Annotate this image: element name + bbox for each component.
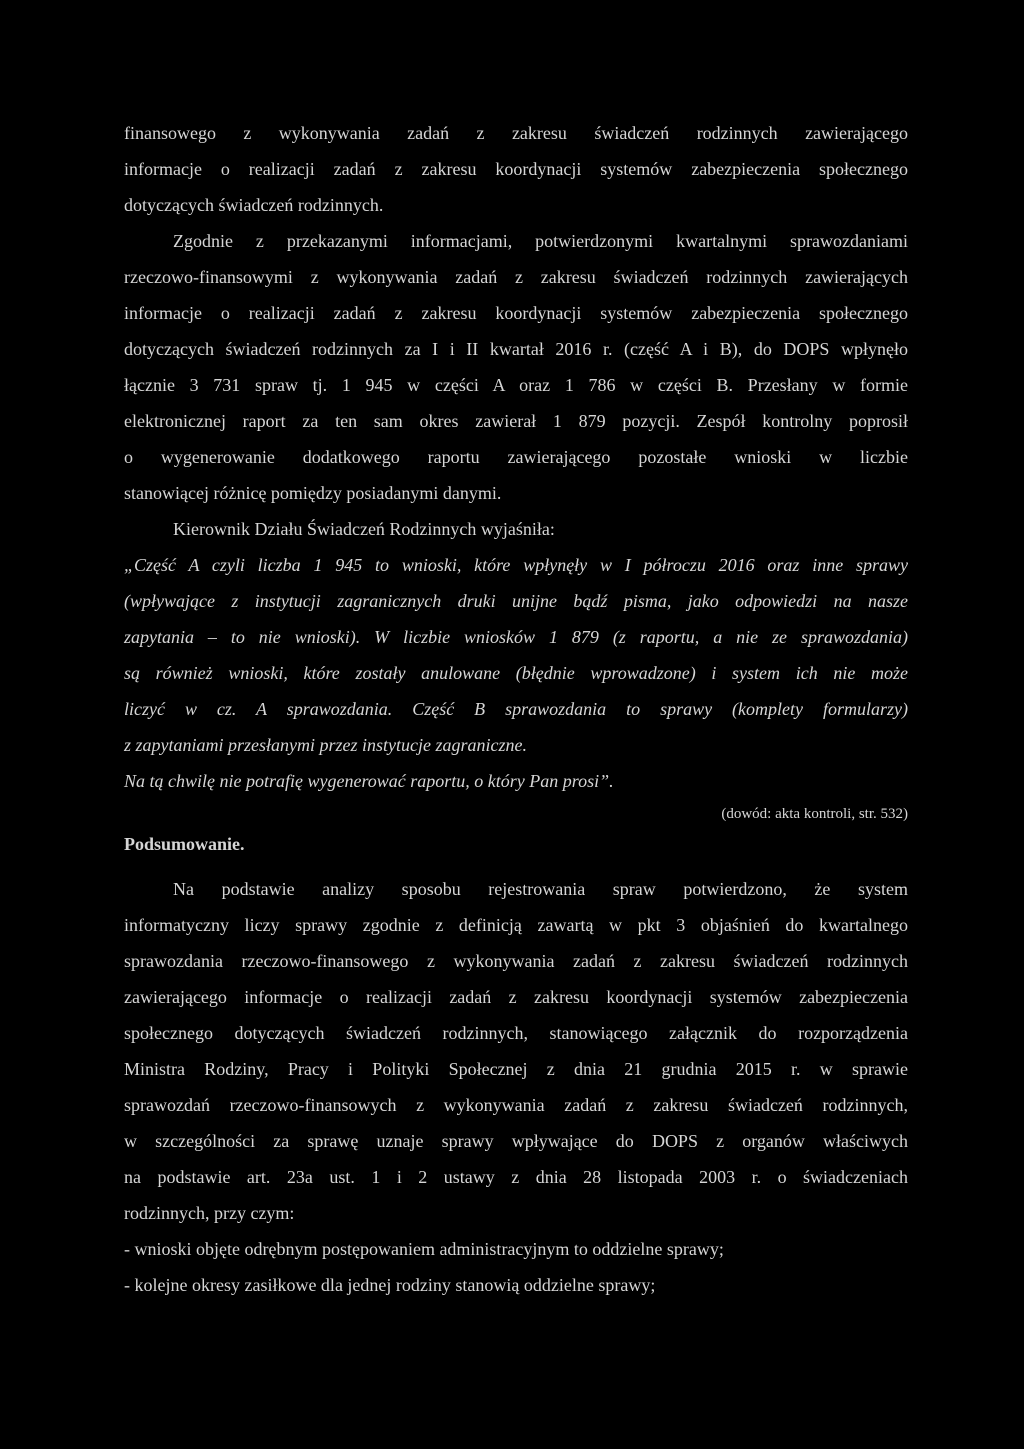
text-line: rzeczowo-finansowymi z wykonywania zadań z zakresu świadczeń rodzinnych zawierających <box>124 267 908 287</box>
quote-line: z zapytaniami przesłanymi przez instytucje zagraniczne. <box>124 735 527 755</box>
quote-line: (wpływające z instytucji zagranicznych druki unijne bądź pisma, jako odpowiedzi na nasze <box>124 591 908 611</box>
text-line: informacje o realizacji zadań z zakresu koordynacji systemów zabezpieczenia społecznego <box>124 159 908 179</box>
text-line: Ministra Rodziny, Pracy i Polityki Społecznej z dnia 21 grudnia 2015 r. w sprawie <box>124 1059 908 1079</box>
text-line: rodzinnych, przy czym: <box>124 1203 295 1223</box>
text-line: na podstawie art. 23a ust. 1 i 2 ustawy z dnia 28 listopada 2003 r. o świadczeniach <box>124 1167 908 1187</box>
quote-line: „Część A czyli liczba 1 945 to wnioski, które wpłynęły w I półroczu 2016 oraz inne sprawy <box>124 555 908 575</box>
text-line: Kierownik Działu Świadczeń Rodzinnych wyjaśniła: <box>173 519 555 539</box>
quote-line: Na tą chwilę nie potrafię wygenerować raportu, o który Pan prosi”. <box>124 771 614 791</box>
section-heading: Podsumowanie. <box>124 834 245 854</box>
text-line: informatyczny liczy sprawy zgodnie z definicją zawartą w pkt 3 objaśnień do kwartalnego <box>124 915 908 935</box>
text-line: informacje o realizacji zadań z zakresu koordynacji systemów zabezpieczenia społecznego <box>124 303 908 323</box>
text-line: Na podstawie analizy sposobu rejestrowania spraw potwierdzono, że system <box>173 879 908 899</box>
text-line: sprawozdania rzeczowo-finansowego z wykonywania zadań z zakresu świadczeń rodzinnych <box>124 951 908 971</box>
text-line: stanowiącej różnicę pomiędzy posiadanymi danymi. <box>124 483 502 503</box>
text-line: sprawozdań rzeczowo-finansowych z wykonywania zadań z zakresu świadczeń rodzinnych, <box>124 1095 908 1115</box>
text-line: w szczególności za sprawę uznaje sprawy wpływające do DOPS z organów właściwych <box>124 1131 908 1151</box>
list-item: - wnioski objęte odrębnym postępowaniem administracyjnym to oddzielne sprawy; <box>124 1239 724 1259</box>
text-line: o wygenerowanie dodatkowego raportu zawierającego pozostałe wnioski w liczbie <box>124 447 908 467</box>
text-line: zawierającego informacje o realizacji zadań z zakresu koordynacji systemów zabezpieczenia <box>124 987 908 1007</box>
quote-line: liczyć w cz. A sprawozdania. Część B sprawozdania to sprawy (komplety formularzy) <box>124 699 908 719</box>
quote-line: zapytania – to nie wnioski). W liczbie wniosków 1 879 (z raportu, a nie ze sprawozdania) <box>124 627 908 647</box>
text-line: łącznie 3 731 spraw tj. 1 945 w części A oraz 1 786 w części B. Przesłany w formie <box>124 375 908 395</box>
list-item: - kolejne okresy zasiłkowe dla jednej rodziny stanowią oddzielne sprawy; <box>124 1275 656 1295</box>
evidence-reference: (dowód: akta kontroli, str. 532) <box>721 806 908 822</box>
text-line: społecznego dotyczących świadczeń rodzinnych, stanowiącego załącznik do rozporządzenia <box>124 1023 908 1043</box>
quote-line: są również wnioski, które zostały anulowane (błędnie wprowadzone) i system ich nie może <box>124 663 908 683</box>
text-line: elektronicznej raport za ten sam okres zawierał 1 879 pozycji. Zespół kontrolny poprosił <box>124 411 908 431</box>
text-line: Zgodnie z przekazanymi informacjami, potwierdzonymi kwartalnymi sprawozdaniami <box>173 231 908 251</box>
text-line: dotyczących świadczeń rodzinnych za I i II kwartał 2016 r. (część A i B), do DOPS wpłynęło <box>124 339 908 359</box>
text-line: finansowego z wykonywania zadań z zakresu świadczeń rodzinnych zawierającego <box>124 123 908 143</box>
text-line: dotyczących świadczeń rodzinnych. <box>124 195 384 215</box>
